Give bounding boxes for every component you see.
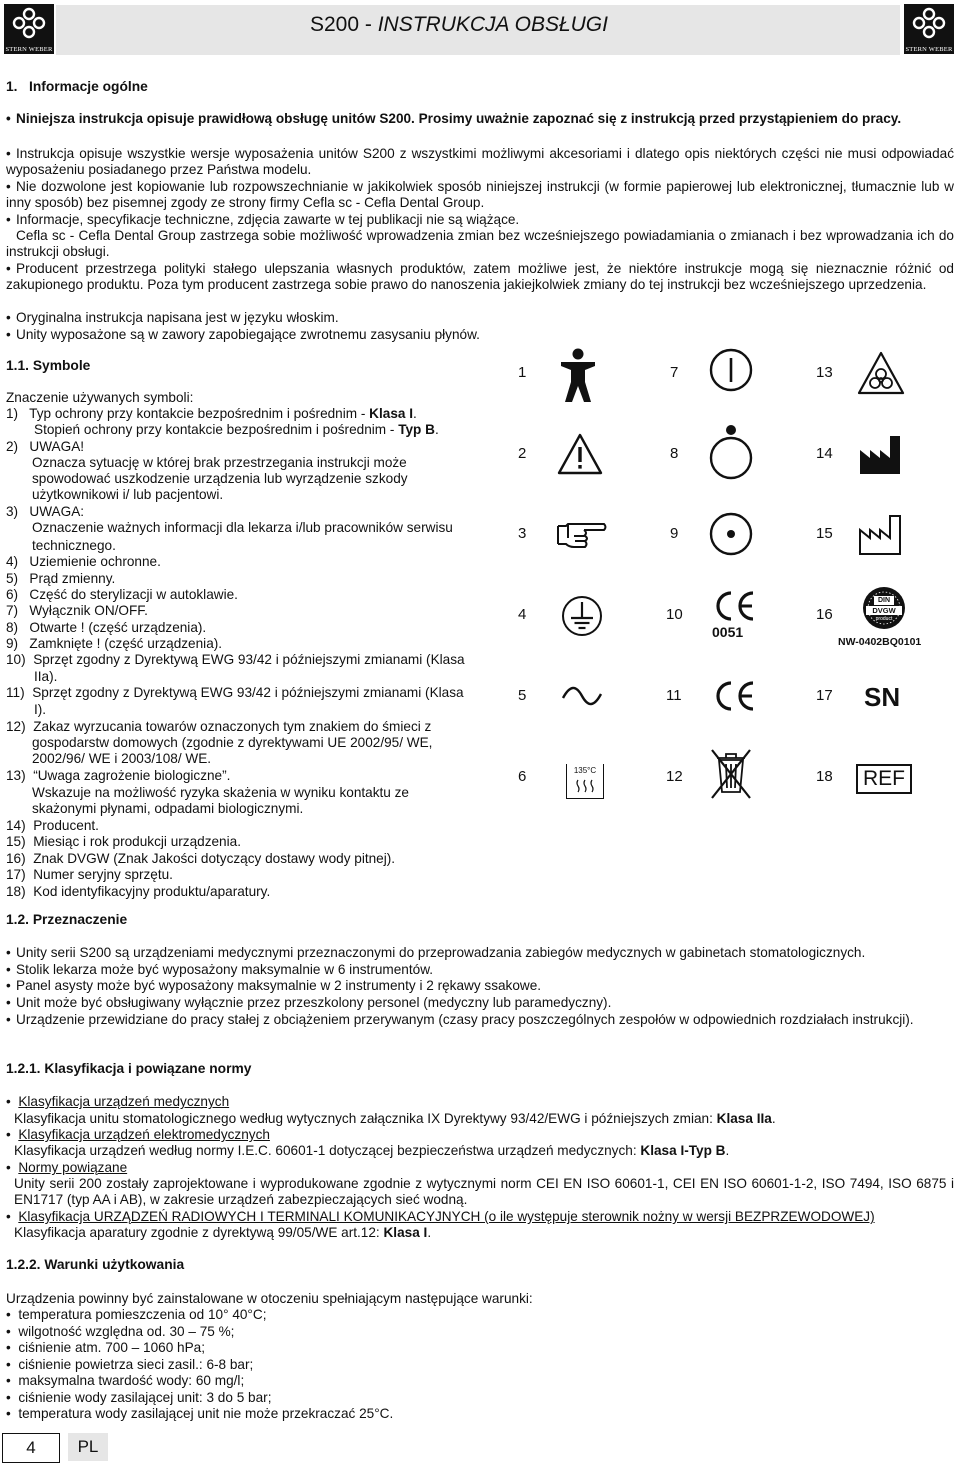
condition-item: • temperatura wody zasilającej unit nie może przekraczać 25°C. [6,1406,394,1421]
date-of-manufacture-icon [858,512,904,556]
dvgw-mark-icon [858,585,910,631]
list-item: 13) “Uwaga zagrożenie biologiczne”. [6,768,231,783]
section-heading-purpose: 1.2. Przeznaczenie [6,912,128,927]
condition-item: • maksymalna twardość wody: 60 mg/l; [6,1373,245,1388]
bullet-copying: • Nie dozwolone jest kopiowanie lub rozpowszechnianie w jakikolwiek sposób niniejszej instrukcji (w formie papierowej lub elektronicznej, tłumacznie lub w inny sposób) bez pisemnej zgody ze strony firmy Cefla sc - Cefla Dental Group. [6,179,954,211]
manufacturer-icon [858,432,904,476]
symbol-number: 13 [816,364,833,381]
section-heading-classification: 1.2.1. Klasyfikacja i powiązane normy [6,1061,252,1076]
list-item: gospodarstw domowych (zgodnie z dyrektywami UE 2002/95/ WE, [32,735,433,750]
symbol-number: 3 [518,525,527,542]
list-item: 5) Prąd zmienny. [6,571,116,586]
bullet-producer: • Producent przestrzega polityki stałego ulepszania własnych produktów, zatem możliwe jest, że niektóre instrukcje mogą się nieznacznie różnić od zakupionego produktu. Poza tym producent zastrzega sobie prawo do nanoszenia jakiejkolwiek zmiany do tej instrukcji bez wcześniejszego uprzedzenia. [6,261,954,293]
symbol-number: 14 [816,445,833,462]
list-item: 6) Część do sterylizacji w autoklawie. [6,587,238,602]
list-item: 2002/96/ WE i 2003/108/ WE. [32,751,212,766]
list-item: 8) Otwarte ! (część urządzenia). [6,620,207,635]
symbol-number: 17 [816,687,833,704]
symbol-number: 4 [518,606,527,623]
din-label: DIN [874,596,894,605]
list-item: 9) Zamknięte ! (część urządzenia). [6,636,223,651]
list-item: technicznego. [32,538,116,553]
section-heading-conditions: 1.2.2. Warunki użytkowania [6,1257,185,1272]
symbol-number: 9 [670,525,679,542]
list-item: Oznacza sytuację w której brak przestrzegania instrukcji może [32,455,407,470]
list-item: 17) Numer seryjny sprzętu. [6,867,173,882]
ce-mark-icon [712,680,756,712]
reference-symbol: REF [856,764,912,794]
list-item: skażonymi płynami, odpadami biologicznymi. [32,801,304,816]
on-off-switch-icon [708,347,754,393]
classification-item: • Klasyfikacja URZĄDZEŃ RADIOWYCH I TERMINALI KOMUNIKACYJNYCH (o ile występuje sterownik nożny w wersji BEZPRZEWODOWEJ) [6,1209,875,1224]
autoclave-icon [566,764,604,799]
steam-icon [575,779,595,793]
symbols-intro: Znaczenie używanych symboli: [6,390,194,405]
list-item: 1) Typ ochrony przy kontakcie bezpośrednim i pośrednim - Klasa I. [6,406,417,421]
list-item: spowodować uszkodzenie urządzenia lub wyrządzenie szkody [32,471,408,486]
purpose-bullet: • Unity serii S200 są urządzeniami medycznymi przeznaczonymi do przeprowadzania zabiegów medycznych w gabinetach stomatologicznych. [6,945,866,960]
dvgw-code: NW-0402BQ0101 [838,636,922,648]
list-item: 14) Producent. [6,818,99,833]
list-item: 10) Sprzęt zgodny z Dyrektywą EWG 93/42 i późniejszymi zmianami (Klasa [6,652,465,667]
dvgw-label: DVGW [866,606,902,615]
biohazard-icon [856,350,906,396]
symbol-number: 18 [816,768,833,785]
purpose-bullet: • Unit może być obsługiwany wyłącznie przez przeszkolony personel (medyczny lub paramedyczny). [6,995,612,1010]
list-item: 16) Znak DVGW (Znak Jakości dotyczący dostawy wody pitnej). [6,851,396,866]
list-item: Oznaczenie ważnych informacji dla lekarza i/lub pracowników serwisu [32,520,453,535]
bullet-original: • Oryginalna instrukcja napisana jest w języku włoskim. [6,310,339,325]
classification-text: Klasyfikacja urządzeń według normy I.E.C. 60601-1 dotyczącej bezpieczeństwa urządzeń medycznych: Klasa I-Typ B. [14,1143,730,1158]
bullet-versions: • Instrukcja opisuje wszystkie wersje wyposażenia unitów S200 z wszystkimi możliwymi akcesoriami i dlatego opis niektórych części nie musi odpowiadać wyposażeniu posiadanego przez Państwa modelu. [6,146,954,178]
classification-item: • Klasyfikacja urządzeń elektromedycznych [6,1127,270,1142]
symbol-number: 16 [816,606,833,623]
purpose-bullet: • Stolik lekarza może być wyposażony maksymalnie w 6 instrumentów. [6,962,434,977]
brand-logo-left [4,4,54,54]
list-item: 15) Miesiąc i rok produkcji urządzenia. [6,834,241,849]
section-heading-symbols: 1.1. Symbole [6,358,91,373]
symbol-number: 2 [518,445,527,462]
intro-bullet: • Niniejsza instrukcja opisuje prawidłową obsługę unitów S200. Prosimy uważnie zapoznać się z instrukcją przed przystąpieniem do pracy. [6,111,902,126]
list-item: IIa). [34,669,58,684]
classification-item: • Normy powiązane [6,1160,128,1175]
list-item: 12) Zakaz wyrzucania towarów oznaczonych tym znakiem do śmieci z [6,719,432,734]
page-title: S200 - INSTRUKCJA OBSŁUGI [310,13,608,36]
symbol-number: 6 [518,768,527,785]
list-item: 7) Wyłącznik ON/OFF. [6,603,148,618]
bullet-valves: • Unity wyposażone są w zawory zapobiegające zwrotnemu zasysaniu płynów. [6,327,480,342]
symbol-number: 1 [518,364,527,381]
symbol-number: 5 [518,687,527,704]
symbol-number: 15 [816,525,833,542]
list-item: Wskazuje na możliwość ryzyka skażenia w wyniku kontaktu ze [32,785,409,800]
weee-crossed-bin-icon [708,746,754,802]
product-label: product [875,616,893,622]
autoclave-label: 135°C [573,766,597,775]
classification-text: Klasyfikacja aparatury zgodnie z dyrektywą 99/05/WE art.12: Klasa I. [14,1225,432,1240]
symbol-number: 7 [670,364,679,381]
type-b-person-icon [558,348,598,404]
list-item: Stopień ochrony przy kontakcie bezpośrednim i pośrednim - Typ B. [34,422,439,437]
serial-number-symbol: SN [864,682,901,712]
alternating-current-icon [560,686,604,706]
symbol-number: 12 [666,768,683,785]
purpose-bullet: • Panel asysty może być wyposażony maksymalnie w 2 instrumenty i 2 rękawy ssakowe. [6,978,542,993]
condition-item: • ciśnienie wody zasilającej unit: 3 do 5 bar; [6,1390,272,1405]
warning-icon [556,432,604,476]
symbol-number: 11 [666,687,682,704]
list-item: użytkownikowi i/ lub pacjentowi. [32,487,224,502]
page-number: 4 [2,1433,60,1463]
logo-text: STERN WEBER [905,46,953,53]
pointing-hand-icon [556,518,608,550]
conditions-intro: Urządzenia powinny być zainstalowane w otoczeniu spełniającym następujące warunki: [6,1291,533,1306]
list-item: 4) Uziemienie ochronne. [6,554,161,569]
notified-body-number: 0051 [712,624,744,640]
list-item: I). [34,702,47,717]
open-state-icon [708,424,754,480]
section-heading-1: 1. Informacje ogólne [6,79,148,94]
condition-item: • wilgotność względna od. 30 – 75 %; [6,1324,235,1339]
protective-earth-icon [560,594,604,638]
list-item: 2) UWAGA! [6,439,85,454]
classification-item: • Klasyfikacja urządzeń medycznych [6,1094,230,1109]
list-item: 18) Kod identyfikacyjny produktu/aparatury. [6,884,271,899]
symbol-number: 8 [670,445,679,462]
symbol-number: 10 [666,606,683,623]
list-item: 11) Sprzęt zgodny z Dyrektywą EWG 93/42 i późniejszymi zmianami (Klasa [6,685,464,700]
list-item: 3) UWAGA: [6,504,85,519]
language-tag: PL [68,1433,108,1461]
classification-text: Klasyfikacja unitu stomatologicznego według wytycznych załącznika IX Dyrektywy 93/42/EWG i późniejszych zmian: Klasa IIa. [14,1111,776,1126]
condition-item: • ciśnienie atm. 700 – 1060 hPa; [6,1340,205,1355]
cefla-notice: Cefla sc - Cefla Dental Group zastrzega sobie możliwość wprowadzenia zmian bez wcześniejszego powiadamiania o zmianach i bez wprowadzania ich do instrukcji obsługi. [6,228,954,260]
logo-text: STERN WEBER [5,46,53,53]
brand-logo-right [904,4,954,54]
condition-item: • ciśnienie powietrza sieci zasil.: 6-8 bar; [6,1357,254,1372]
classification-text: Unity serii 200 zostały zaprojektowane i wyprodukowane zgodnie z wytycznymi norm CEI EN ISO 60601-1, CEI EN ISO 60601-1-2, ISO 7494, ISO 6875 i EN1717 (typ AA i AB), w zakresie urządzeń zabezpieczających sieć wodną. [14,1176,954,1208]
purpose-bullet: • Urządzenie przewidziane do pracy stałej z obciążeniem przerywanym (czasy pracy poszczególnych zespołów w odpowiednich rozdziałach instrukcji). [6,1012,914,1027]
ce-mark-icon [712,590,756,622]
bullet-info: • Informacje, specyfikacje techniczne, zdjęcia zawarte w tej publikacji nie są wiążące. [6,212,520,227]
condition-item: • temperatura pomieszczenia od 10° 40°C; [6,1307,267,1322]
closed-state-icon [708,511,754,557]
